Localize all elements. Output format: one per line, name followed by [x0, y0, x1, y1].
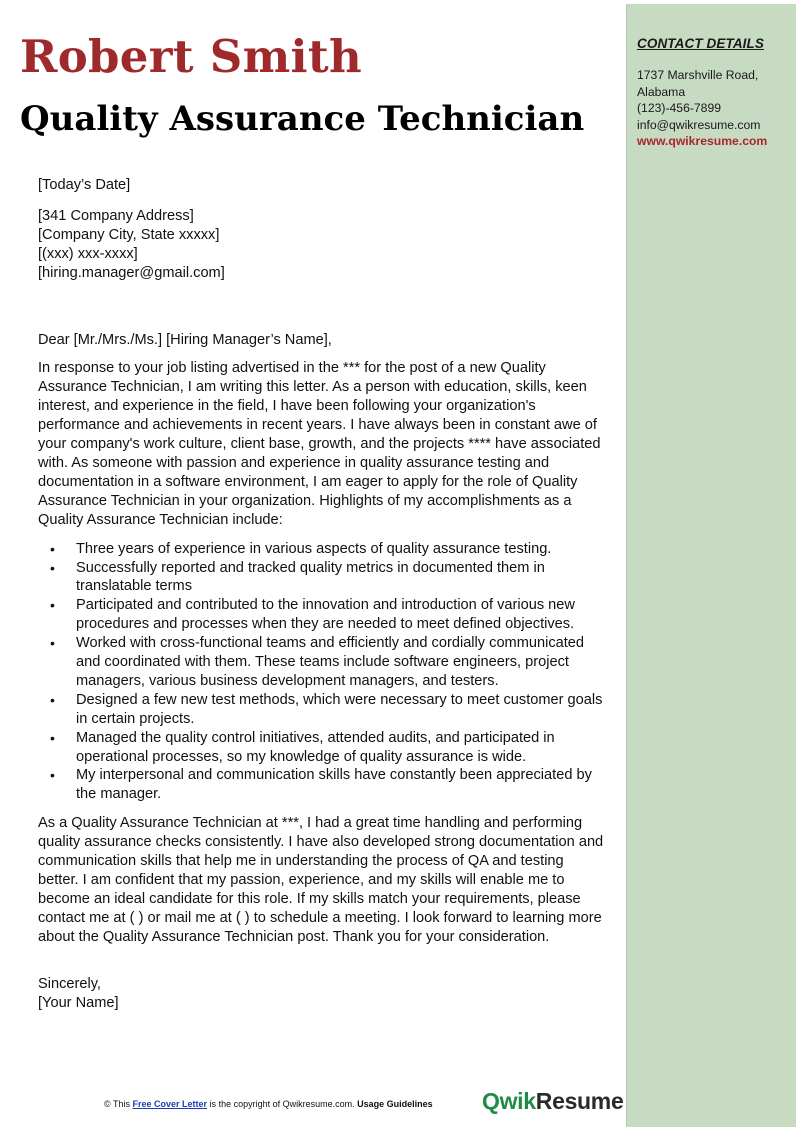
bullet-icon: •	[50, 559, 55, 576]
list-item-text: Managed the quality control initiatives, attended audits, and participated in operational processes, so my knowledge of quality assurance is wide.	[76, 729, 555, 765]
list-item-text: Three years of experience in various aspects of quality assurance testing.	[76, 540, 552, 557]
list-item	[38, 766, 604, 804]
list-item	[38, 729, 604, 767]
signoff: Sincerely,	[38, 975, 101, 992]
contact-email[interactable]: info@qwikresume.com	[637, 117, 761, 132]
logo-part-qwik: Qwik	[482, 1088, 536, 1114]
bullet-icon: •	[50, 691, 55, 708]
recipient-phone: [(xxx) xxx-xxxx]	[38, 245, 138, 262]
logo-part-resume: Resume	[535, 1088, 624, 1114]
copyright-icon: ©	[104, 1099, 111, 1109]
letter-date: [Today’s Date]	[38, 177, 131, 193]
contact-phone: (123)-456-7899	[637, 101, 722, 116]
list-item	[38, 691, 604, 729]
signature-name: [Your Name]	[38, 994, 119, 1011]
salutation: Dear [Mr./Mrs./Ms.] [Hiring Manager’s Name],	[38, 331, 332, 348]
list-item-text: Worked with cross-functional teams and efficiently and cordially communicated and coordinated with them. These teams include software engineers, project managers, various business development managers, and testers.	[76, 635, 585, 689]
list-item	[38, 634, 604, 691]
list-item-text: Successfully reported and tracked quality metrics in documented them in translatable terms	[76, 559, 545, 595]
contact-sidebar	[626, 4, 796, 1127]
contact-details	[637, 67, 792, 150]
bullet-icon: •	[50, 767, 55, 784]
recipient-email: [hiring.manager@gmail.com]	[38, 264, 225, 281]
list-item	[38, 596, 604, 634]
qwikresume-logo[interactable]	[482, 1088, 623, 1115]
recipient-address: [341 Company Address]	[38, 207, 194, 224]
contact-address-line1: 1737 Marshville Road,	[637, 68, 759, 82]
bullet-icon: •	[50, 729, 55, 746]
free-cover-letter-link[interactable]: Free Cover Letter	[132, 1099, 208, 1109]
bullet-icon: •	[50, 540, 55, 557]
list-item-text: Designed a few new test methods, which were necessary to meet customer goals in certain projects.	[76, 691, 603, 727]
bullet-icon: •	[50, 597, 55, 614]
footer-copyright-text: is the copyright of Qwikresume.com.	[209, 1099, 355, 1109]
intro-paragraph: In response to your job listing advertised in the *** for the post of a new Quality Assurance Technician, I am writing this letter. As a person with education, skills, keen interest, and experience in the field, I have been following your organization's performance and achievements in recent years. I have always been in constant awe of your company's work culture, client base, growth, and the projects **** have associated with. As someone with passion and experience in quality assurance testing and documentation in a software environment, I am eager to apply for the role of Quality Assurance Technician in your organization. Highlights of my accomplishments as a Quality Assurance Technician include:	[38, 360, 601, 528]
contact-address-line2: Alabama	[637, 84, 686, 99]
letter-body	[38, 176, 604, 1012]
list-item	[38, 540, 604, 559]
footer-prefix: This	[112, 1099, 130, 1109]
contact-heading: CONTACT DETAILS	[637, 36, 764, 51]
list-item-text: Participated and contributed to the innovation and introduction of various new procedures and processes when they are needed to meet defined objectives.	[76, 597, 575, 633]
contact-website[interactable]: www.qwikresume.com	[637, 134, 768, 149]
list-item-text: My interpersonal and communication skills have constantly been appreciated by the manager.	[76, 767, 592, 803]
closing-paragraph: As a Quality Assurance Technician at ***, I had a great time handling and performing quality assurance checks consistently. I have also developed strong documentation and communication skills that help me in understanding the process of QA and testing better. I am confident that my passion, experience, and my skills will enable me to become an ideal candidate for this role. If my skills match your requirements, please contact me at ( ) or mail me at ( ) to schedule a meeting. I look forward to learning more about the Quality Assurance Technician post. Thank you for your consideration.	[38, 815, 604, 945]
recipient-city: [Company City, State xxxxx]	[38, 226, 220, 243]
bullet-icon: •	[50, 635, 55, 652]
usage-guidelines-link[interactable]: Usage Guidelines	[357, 1099, 433, 1109]
job-title: Quality Assurance Technician	[20, 99, 585, 139]
applicant-name: Robert Smith	[20, 30, 362, 83]
accomplishments-list	[38, 540, 604, 805]
copyright-footer	[104, 1099, 433, 1109]
list-item	[38, 559, 604, 597]
